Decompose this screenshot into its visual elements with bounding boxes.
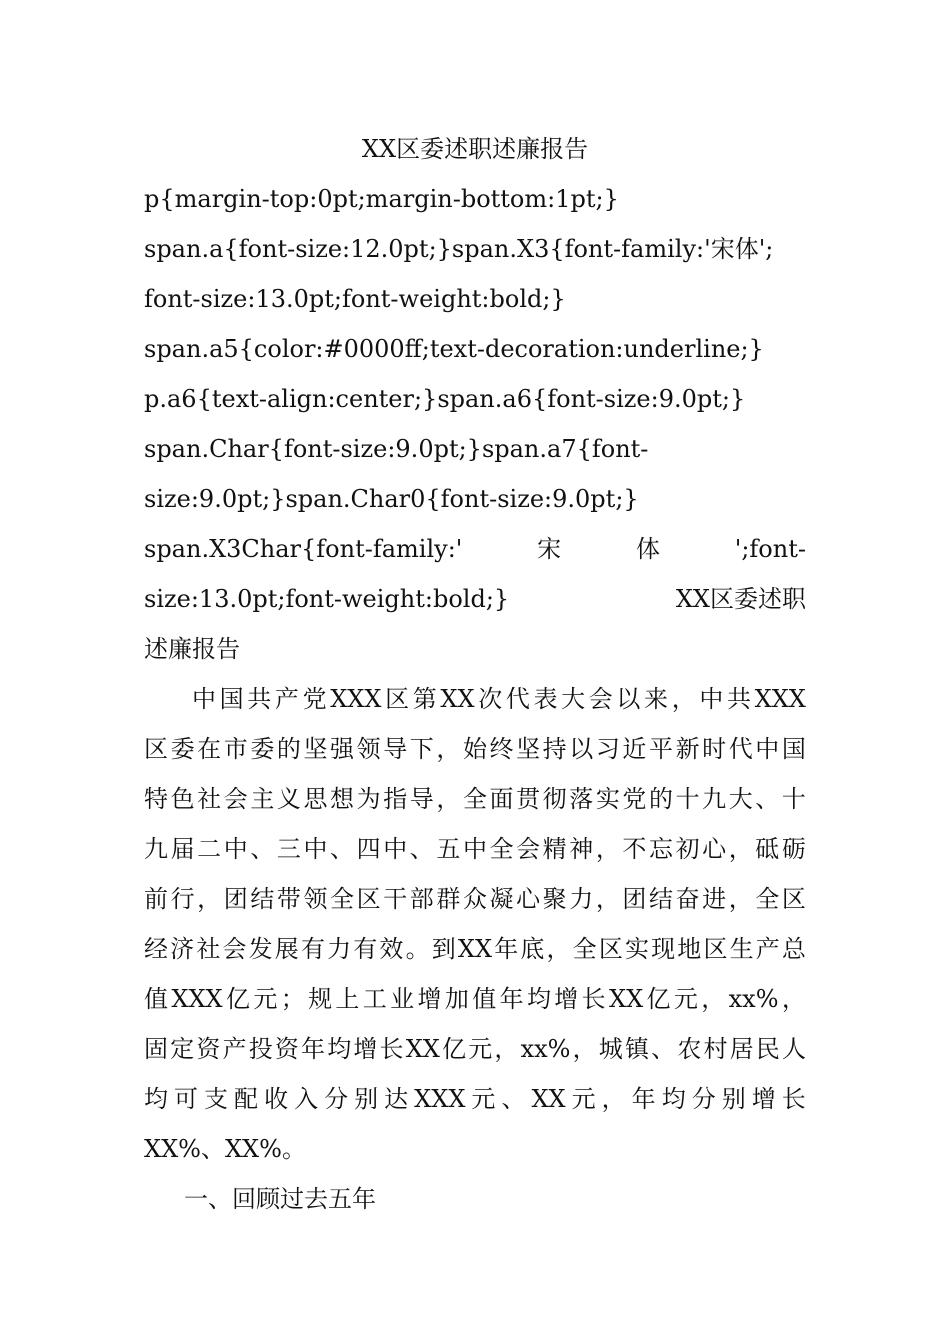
paragraph-glyph: XXX — [754, 685, 806, 713]
paragraph-glyph: 底 — [520, 935, 545, 963]
paragraph-glyph: 时 — [702, 735, 727, 763]
paragraph-glyph: 增 — [554, 985, 579, 1013]
paragraph-glyph: 业 — [390, 985, 415, 1013]
paragraph-glyph: 来 — [644, 685, 669, 713]
paragraph-glyph: 总 — [781, 935, 806, 963]
paragraph-glyph: ， — [781, 985, 806, 1013]
paragraph-glyph: 达 — [384, 1085, 409, 1113]
paragraph-glyph: 九 — [702, 785, 727, 813]
paragraph-glyph: 共 — [726, 685, 751, 713]
repeated-title-start: XX区委述职 — [675, 585, 806, 613]
paragraph-glyph: 众 — [462, 885, 487, 913]
paragraph-glyph: 规 — [308, 985, 333, 1013]
paragraph-glyph: 长 — [781, 1085, 806, 1113]
paragraph-glyph: 、 — [330, 835, 355, 863]
paragraph-glyph: 加 — [444, 985, 469, 1013]
paragraph-glyph: 强 — [330, 735, 355, 763]
paragraph-glyph: 心 — [516, 885, 541, 913]
paragraph-glyph: 指 — [383, 785, 408, 813]
paragraph-glyph: 、 — [651, 1035, 676, 1063]
paragraph-glyph: 在 — [197, 735, 222, 763]
paragraph-glyph: 导 — [409, 785, 434, 813]
paragraph-glyph: ， — [671, 685, 696, 713]
paragraph-glyph: 领 — [303, 885, 328, 913]
paragraph-glyph: XX — [440, 685, 475, 713]
css-text-line-with-title — [144, 574, 806, 624]
paragraph-glyph: 三 — [276, 835, 301, 863]
paragraph-glyph: 中 — [303, 835, 328, 863]
css-text-line: p.a6{text-align:center;}span.a6{font-size:9.0pt;} — [144, 385, 746, 413]
paragraph-glyph: 长 — [379, 1035, 404, 1063]
paragraph-glyph: 坚 — [516, 735, 541, 763]
paragraph-glyph: 有 — [353, 935, 378, 963]
paragraph-glyph: 元 — [468, 1035, 493, 1063]
paragraph-glyph: 支 — [204, 1085, 229, 1113]
paragraph-glyph: 人 — [782, 1035, 806, 1063]
paragraph-glyph: 有 — [300, 935, 325, 963]
paragraph-glyph: 平 — [648, 735, 673, 763]
paragraph-glyph: 农 — [677, 1035, 702, 1063]
paragraph-glyph: 心 — [702, 835, 727, 863]
paragraph-glyph: 会 — [222, 935, 247, 963]
css-text-line-justified — [144, 524, 806, 574]
paragraph-line — [144, 874, 806, 924]
paragraph-glyph: XX — [405, 1035, 440, 1063]
paragraph-glyph: 力 — [327, 935, 352, 963]
paragraph-glyph: 民 — [755, 1035, 780, 1063]
paragraph-glyph: 实 — [595, 785, 620, 813]
paragraph-glyph: 共 — [247, 685, 272, 713]
paragraph-glyph: 全 — [462, 785, 487, 813]
paragraph-glyph: 主 — [250, 785, 275, 813]
paragraph-glyph: 前 — [144, 885, 168, 913]
paragraph-glyph: 九 — [144, 835, 168, 863]
paragraph-glyph: 市 — [223, 735, 248, 763]
paragraph-glyph: 色 — [170, 785, 195, 813]
paragraph-glyph: 社 — [196, 935, 221, 963]
paragraph-glyph: 村 — [703, 1035, 728, 1063]
paragraph-glyph: 均 — [526, 985, 551, 1013]
paragraph-glyph: 经 — [144, 935, 168, 963]
paragraph-glyph: 元 — [471, 1085, 496, 1113]
paragraph-glyph: 神 — [569, 835, 594, 863]
paragraph-glyph: 展 — [274, 935, 299, 963]
paragraph-glyph: 中 — [383, 835, 408, 863]
css-text-line: size:9.0pt;}span.Char0{font-size:9.0pt;} — [144, 485, 639, 513]
paragraph-glyph: XX — [609, 985, 644, 1013]
paragraph-glyph: 增 — [417, 985, 442, 1013]
paragraph-glyph: 亿 — [646, 985, 671, 1013]
paragraph-glyph: 干 — [383, 885, 408, 913]
paragraph-glyph: 委 — [170, 735, 195, 763]
paragraph-glyph: 、 — [501, 1085, 526, 1113]
paragraph-glyph: 、 — [755, 785, 780, 813]
paragraph-line — [144, 1074, 806, 1124]
paragraph-glyph: xx% — [520, 1035, 571, 1063]
paragraph-glyph: 十 — [781, 785, 806, 813]
paragraph-glyph: 终 — [489, 735, 514, 763]
paragraph-glyph: 资 — [196, 1035, 221, 1063]
paragraph-glyph: 贯 — [516, 785, 541, 813]
paragraph-glyph: 资 — [274, 1035, 299, 1063]
paragraph-glyph: 第 — [412, 685, 437, 713]
paragraph-glyph: 亿 — [225, 985, 250, 1013]
paragraph-glyph: 收 — [264, 1085, 289, 1113]
css-fragment: 宋 — [537, 535, 562, 563]
paragraph-glyph: 均 — [661, 1085, 686, 1113]
paragraph-glyph: ， — [494, 1035, 519, 1063]
paragraph-glyph: 元 — [673, 985, 698, 1013]
paragraph-line — [144, 1024, 806, 1074]
paragraph-glyph: 国 — [781, 735, 806, 763]
paragraph-glyph: 彻 — [542, 785, 567, 813]
paragraph-glyph: 年 — [499, 985, 524, 1013]
paragraph-line — [144, 724, 806, 774]
paragraph-glyph: 奋 — [675, 885, 700, 913]
paragraph-glyph: 全 — [572, 935, 597, 963]
paragraph-glyph: 投 — [248, 1035, 273, 1063]
css-text-line: font-size:13.0pt;font-weight:bold;} — [144, 285, 566, 313]
paragraph-glyph: 砺 — [781, 835, 806, 863]
paragraph-glyph: 党 — [302, 685, 327, 713]
paragraph-glyph: 中 — [223, 835, 248, 863]
paragraph-glyph: 五 — [436, 835, 461, 863]
paragraph-glyph: 区 — [703, 935, 728, 963]
css-fragment: size:13.0pt;font-weight:bold;} — [144, 585, 510, 613]
paragraph-glyph: 元 — [571, 1085, 596, 1113]
paragraph-glyph: 义 — [276, 785, 301, 813]
paragraph-glyph: 二 — [197, 835, 222, 863]
paragraph-glyph: 坚 — [303, 735, 328, 763]
document-title: XX区委述职述廉报告 — [361, 135, 589, 163]
paragraph-glyph: 行 — [170, 885, 195, 913]
paragraph-glyph: 的 — [276, 735, 301, 763]
paragraph-glyph: 分 — [324, 1085, 349, 1113]
paragraph-glyph: xx% — [728, 985, 779, 1013]
paragraph-glyph: 代 — [505, 685, 530, 713]
paragraph-line — [144, 824, 806, 874]
css-fragment: 体 — [635, 535, 660, 563]
paragraph-glyph: 区 — [781, 885, 806, 913]
paragraph-glyph: 以 — [569, 735, 594, 763]
paragraph-glyph: 中 — [462, 835, 487, 863]
paragraph-glyph: ， — [595, 835, 620, 863]
paragraph-glyph: XXX — [414, 1085, 466, 1113]
paragraph-glyph: 到 — [431, 935, 456, 963]
paragraph-glyph: 生 — [729, 935, 754, 963]
paragraph-glyph: 工 — [362, 985, 387, 1013]
paragraph-glyph: ， — [546, 935, 571, 963]
paragraph-glyph: 年 — [494, 935, 519, 963]
paragraph-glyph: 中 — [699, 685, 724, 713]
paragraph-glyph: 导 — [383, 735, 408, 763]
paragraph-glyph: 定 — [170, 1035, 195, 1063]
paragraph-glyph: 团 — [223, 885, 248, 913]
paragraph-glyph: 城 — [598, 1035, 623, 1063]
paragraph-glyph: 值 — [472, 985, 497, 1013]
paragraph-line — [144, 974, 806, 1024]
repeated-title-end: 述廉报告 — [144, 635, 240, 663]
paragraph-glyph: 产 — [222, 1035, 247, 1063]
paragraph-glyph: ， — [572, 1035, 597, 1063]
paragraph-glyph: 固 — [144, 1035, 168, 1063]
paragraph-glyph: 长 — [581, 985, 606, 1013]
paragraph-line — [144, 774, 806, 824]
paragraph-glyph: 中 — [755, 735, 780, 763]
paragraph-glyph: 全 — [755, 885, 780, 913]
paragraph-glyph: 委 — [250, 735, 275, 763]
paragraph-glyph: 配 — [234, 1085, 259, 1113]
paragraph-glyph: 分 — [691, 1085, 716, 1113]
paragraph-glyph: 结 — [648, 885, 673, 913]
paragraph-glyph: 济 — [170, 935, 195, 963]
paragraph-glyph: 始 — [462, 735, 487, 763]
paragraph-line — [144, 674, 806, 724]
paragraph-glyph: 。 — [405, 935, 430, 963]
body-paragraph — [144, 674, 806, 1174]
paragraph-glyph: 结 — [250, 885, 275, 913]
paragraph-glyph: 大 — [561, 685, 586, 713]
paragraph-glyph: 别 — [354, 1085, 379, 1113]
paragraph-glyph: ， — [436, 735, 461, 763]
paragraph-glyph: 会 — [588, 685, 613, 713]
paragraph-glyph: 年 — [301, 1035, 326, 1063]
paragraph-glyph: 可 — [174, 1085, 199, 1113]
paragraph-glyph: 表 — [533, 685, 558, 713]
paragraph-line — [144, 924, 806, 974]
paragraph-glyph: 居 — [729, 1035, 754, 1063]
paragraph-glyph: 入 — [294, 1085, 319, 1113]
paragraph-glyph: 下 — [409, 735, 434, 763]
paragraph-glyph: ， — [595, 885, 620, 913]
paragraph-glyph: 现 — [651, 935, 676, 963]
paragraph-glyph: 镇 — [624, 1035, 649, 1063]
paragraph-glyph: 新 — [675, 735, 700, 763]
paragraph-glyph: 中 — [192, 685, 216, 713]
paragraph-glyph: 团 — [622, 885, 647, 913]
paragraph-glyph: 持 — [542, 735, 567, 763]
paragraph-glyph: ， — [601, 1085, 626, 1113]
paragraph-glyph: 不 — [622, 835, 647, 863]
paragraph-glyph: 、 — [409, 835, 434, 863]
paragraph-glyph: 近 — [622, 735, 647, 763]
paragraph-glyph: 全 — [489, 835, 514, 863]
paragraph-glyph: XX — [457, 935, 493, 963]
paragraph-glyph: 会 — [223, 785, 248, 813]
css-text-line: span.a5{color:#0000ff;text-decoration:underline;} — [144, 335, 764, 363]
paragraph-glyph: ， — [728, 835, 753, 863]
paragraph-glyph: ， — [436, 785, 461, 813]
css-text-line: p{margin-top:0pt;margin-bottom:1pt;} — [144, 185, 619, 213]
paragraph-glyph: 地 — [677, 935, 702, 963]
paragraph-glyph: 党 — [622, 785, 647, 813]
paragraph-glyph: 产 — [274, 685, 299, 713]
paragraph-glyph: 面 — [489, 785, 514, 813]
paragraph-glyph: 产 — [755, 935, 780, 963]
paragraph-glyph: 均 — [144, 1085, 168, 1113]
paragraph-glyph: 砥 — [755, 835, 780, 863]
paragraph-glyph: XXX — [330, 685, 382, 713]
paragraph-glyph: 亿 — [442, 1035, 467, 1063]
paragraph-glyph: 领 — [356, 735, 381, 763]
paragraph-glyph: 全 — [330, 885, 355, 913]
paragraph-glyph: 习 — [595, 735, 620, 763]
paragraph-glyph: XX — [531, 1085, 566, 1113]
paragraph-glyph: 带 — [276, 885, 301, 913]
paragraph-glyph: 进 — [702, 885, 727, 913]
css-fragment: ';font- — [734, 535, 806, 563]
paragraph-glyph: 以 — [616, 685, 641, 713]
paragraph-glyph: ， — [728, 885, 753, 913]
paragraph-line: XX%、XX%。 — [144, 1135, 306, 1163]
paragraph-glyph: 聚 — [542, 885, 567, 913]
paragraph-glyph: 忘 — [648, 835, 673, 863]
paragraph-glyph: 大 — [728, 785, 753, 813]
paragraph-glyph: 届 — [170, 835, 195, 863]
paragraph-glyph: 国 — [219, 685, 244, 713]
paragraph-glyph: 想 — [330, 785, 355, 813]
paragraph-glyph: 凝 — [489, 885, 514, 913]
css-text-line: span.a{font-size:12.0pt;}span.X3{font-family:'宋体'; — [144, 235, 774, 263]
css-fragment: span.X3Char{font-family:' — [144, 535, 463, 563]
paragraph-glyph: 会 — [516, 835, 541, 863]
paragraph-glyph: 年 — [631, 1085, 656, 1113]
paragraph-glyph: 区 — [598, 935, 623, 963]
paragraph-glyph: 元 — [253, 985, 278, 1013]
paragraph-glyph: 的 — [648, 785, 673, 813]
paragraph-glyph: 思 — [303, 785, 328, 813]
paragraph-glyph: 区 — [385, 685, 410, 713]
paragraph-glyph: 力 — [569, 885, 594, 913]
paragraph-glyph: XXX — [171, 985, 223, 1013]
paragraph-glyph: 特 — [144, 785, 168, 813]
paragraph-glyph: 效 — [379, 935, 404, 963]
paragraph-glyph: 落 — [569, 785, 594, 813]
paragraph-glyph: 群 — [436, 885, 461, 913]
paragraph-glyph: 为 — [356, 785, 381, 813]
paragraph-glyph: ， — [197, 885, 222, 913]
paragraph-glyph: 值 — [144, 985, 168, 1013]
paragraph-glyph: 四 — [356, 835, 381, 863]
paragraph-glyph: 次 — [478, 685, 503, 713]
paragraph-glyph: 初 — [675, 835, 700, 863]
css-text-line: span.Char{font-size:9.0pt;}span.a7{font- — [144, 435, 649, 463]
paragraph-glyph: 实 — [624, 935, 649, 963]
paragraph-glyph: 社 — [197, 785, 222, 813]
paragraph-glyph: 区 — [356, 885, 381, 913]
paragraph-glyph: ； — [280, 985, 305, 1013]
paragraph-glyph: 代 — [728, 735, 753, 763]
paragraph-glyph: 十 — [675, 785, 700, 813]
paragraph-glyph: 精 — [542, 835, 567, 863]
paragraph-glyph: 区 — [144, 735, 168, 763]
paragraph-glyph: 别 — [721, 1085, 746, 1113]
paragraph-glyph: 发 — [248, 935, 273, 963]
paragraph-glyph: 增 — [353, 1035, 378, 1063]
paragraph-glyph: 均 — [327, 1035, 352, 1063]
section-heading: 一、回顾过去五年 — [184, 1185, 376, 1213]
paragraph-glyph: ， — [701, 985, 726, 1013]
paragraph-glyph: 增 — [751, 1085, 776, 1113]
paragraph-glyph: 上 — [335, 985, 360, 1013]
paragraph-glyph: 、 — [250, 835, 275, 863]
paragraph-glyph: 部 — [409, 885, 434, 913]
document-content — [144, 124, 806, 1224]
